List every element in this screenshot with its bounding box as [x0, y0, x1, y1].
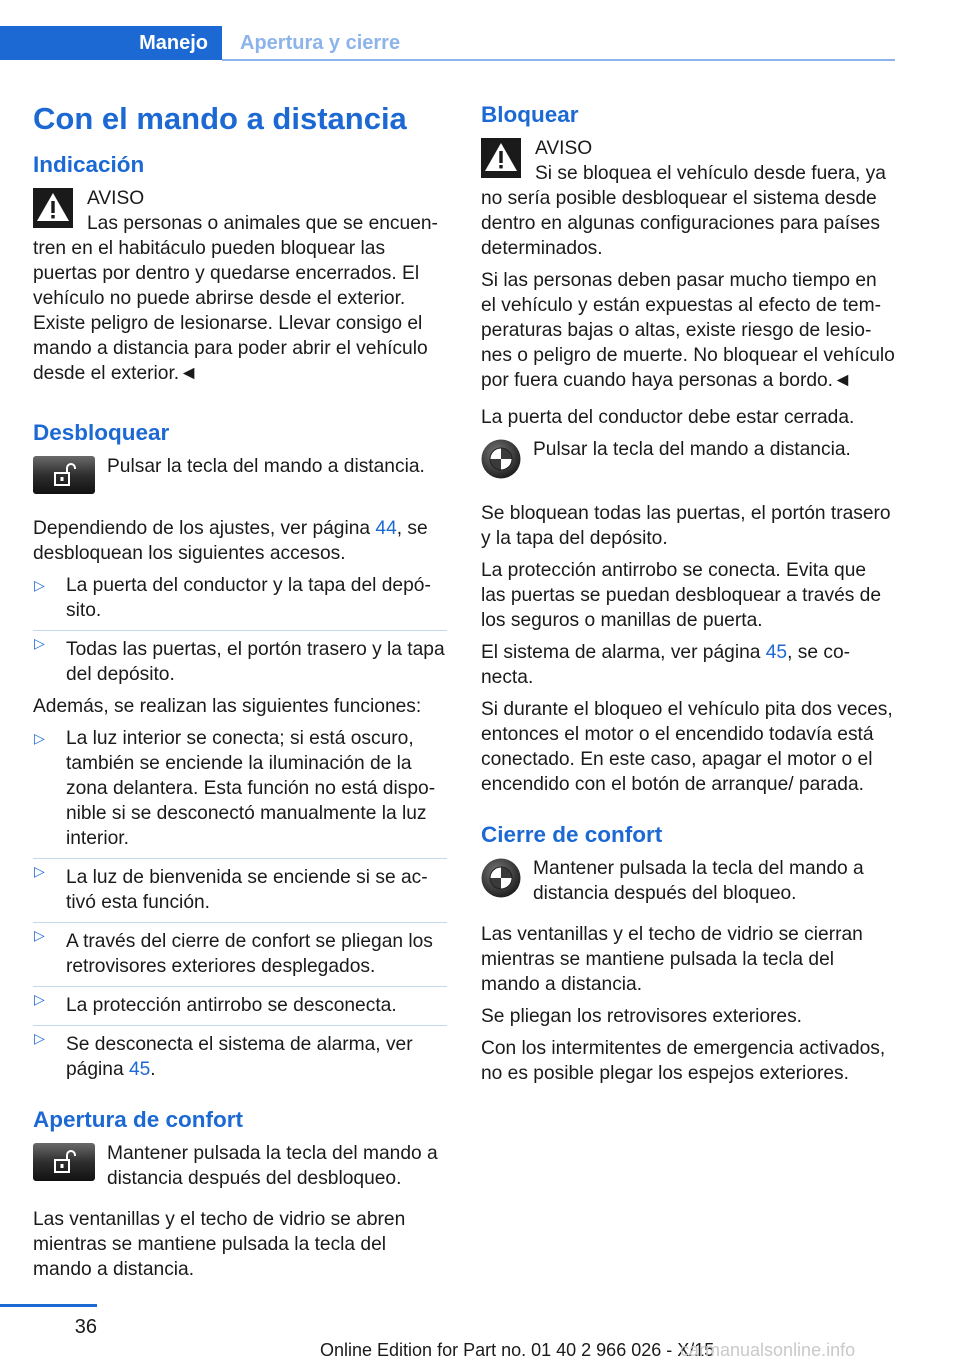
- key-instruction-text: Mantener pulsada la tecla del mando a distancia después del desbloqueo.: [107, 1143, 438, 1189]
- page-header: [0, 0, 896, 64]
- paragraph-text: Dependiendo de los ajustes, ver página: [33, 518, 376, 539]
- list-item-text: La protección antirrobo se desconecta.: [66, 995, 397, 1016]
- paragraph-puerta: La puerta del conductor debe estar cerrada.: [481, 407, 855, 428]
- list-item-text: La puerta del conductor y la tapa del depósito.: [66, 575, 431, 621]
- paragraph-ventanillas: Las ventanillas y el techo de vidrio se abren mientras se mantiene pulsada la tecla del mando a distancia.: [33, 1209, 406, 1280]
- header-divider: [222, 59, 895, 61]
- unlock-key-icon: [33, 1143, 95, 1181]
- paragraph-intermitentes: Con los intermitentes de emergencia activados, no es posible plegar los espejos exteriores.: [481, 1038, 886, 1084]
- list-item-text: Todas las puertas, el portón trasero y la tapa del depósito.: [66, 639, 445, 685]
- paragraph-antirrobo: La protección antirrobo se conecta. Evita que las puertas se puedan desbloquear a través de los seguros o manillas de puerta.: [481, 560, 882, 631]
- key-instruction-text: Pulsar la tecla del mando a distancia.: [107, 456, 425, 477]
- watermark: carmanualsonline.info: [680, 1340, 856, 1360]
- paragraph-text: , se conecta.: [481, 642, 851, 688]
- warning-triangle-icon: [481, 138, 521, 178]
- list-funciones: [33, 726, 447, 1082]
- page-link-44[interactable]: 44: [375, 518, 397, 539]
- heading-desbloquear: Desbloquear: [33, 420, 170, 445]
- paragraph-ajustes: [33, 516, 447, 566]
- edition-text: Online Edition for Part no. 01 40 2 966 026 - X/15: [320, 1340, 715, 1360]
- list-item: [33, 630, 447, 687]
- paragraph-pliegan: Se pliegan los retrovisores exteriores.: [481, 1006, 803, 1027]
- triangle-bullet-icon: ▷: [34, 991, 45, 1007]
- triangle-bullet-icon: ▷: [34, 1030, 45, 1046]
- list-item-text: Se desconecta el sistema de alarma, ver página: [66, 1034, 413, 1080]
- warning-text: Las personas o animales que se encuentren en el habitáculo pueden bloquear las puertas por dentro y quedarse encerrados. El vehículo no puede abrirse desde el exterior. Existe peligro de lesionarse. Llevar consigo el mando a distancia para poder abrir el vehículo desde el exterior.◄: [33, 213, 438, 384]
- list-accesos: [33, 573, 447, 687]
- paragraph-alarma: [481, 640, 895, 690]
- page-number: 36: [74, 1316, 97, 1338]
- warning-label: AVISO: [535, 138, 593, 159]
- header-tab-manejo[interactable]: Manejo: [0, 26, 222, 60]
- key-instruction-text: Pulsar la tecla del mando a distancia.: [533, 439, 851, 460]
- warning-label: AVISO: [87, 188, 145, 209]
- warning-triangle-icon: [33, 188, 73, 228]
- list-item: [33, 726, 447, 851]
- heading-indicacion: Indicación: [33, 152, 145, 177]
- heading-bloquear: Bloquear: [481, 102, 579, 127]
- warning-box-indicacion: [33, 186, 447, 386]
- triangle-bullet-icon: ▷: [34, 730, 45, 746]
- list-item: [33, 573, 447, 623]
- heading-cierre: Cierre de confort: [481, 822, 663, 847]
- page-title: Con el mando a distancia: [33, 101, 407, 136]
- warning-box-bloquear: [481, 136, 895, 261]
- paragraph-bloquean: Se bloquean todas las puertas, el portón trasero y la tapa del depósito.: [481, 503, 891, 549]
- triangle-bullet-icon: ▷: [34, 577, 45, 593]
- paragraph-funciones: Además, se realizan las siguientes funciones:: [33, 696, 422, 717]
- list-item-text: La luz de bienvenida se enciende si se activó esta función.: [66, 867, 428, 913]
- bmw-logo-key-icon: [481, 858, 521, 898]
- footer-divider: [0, 1304, 97, 1307]
- list-item: [33, 986, 447, 1018]
- list-item-text: .: [150, 1059, 156, 1080]
- list-item-text: La luz interior se conecta; si está oscuro, también se enciende la iluminación de la zona delantera. Esta función no está disponible si se desconectó manualmente la luz interior.: [66, 728, 436, 849]
- list-item: [33, 1025, 447, 1082]
- paragraph-text: , se desbloquean los siguientes accesos.: [33, 518, 428, 564]
- unlock-key-icon: [33, 456, 95, 494]
- key-instruction-bloquear: [481, 437, 895, 485]
- paragraph-pita: Si durante el bloqueo el vehículo pita dos veces, entonces el motor o el encendido todavía está conectado. En este caso, apagar el motor o el encendido con el botón de arranque/ parada.: [481, 699, 893, 795]
- list-item: [33, 922, 447, 979]
- key-instruction-text: Mantener pulsada la tecla del mando a distancia después del bloqueo.: [533, 858, 864, 904]
- page-link-45[interactable]: 45: [765, 642, 788, 663]
- paragraph-text: El sistema de alarma, ver página: [481, 642, 766, 663]
- bmw-logo-key-icon: [481, 439, 521, 479]
- key-instruction-apertura: [33, 1141, 447, 1191]
- list-item: [33, 858, 447, 915]
- triangle-bullet-icon: ▷: [34, 863, 45, 879]
- right-column: [481, 100, 895, 1093]
- list-item-text: A través del cierre de confort se pliegan los retrovisores exteriores desplegados.: [66, 931, 433, 977]
- heading-apertura: Apertura de confort: [33, 1107, 244, 1132]
- triangle-bullet-icon: ▷: [34, 635, 45, 651]
- header-tab-apertura[interactable]: Apertura y cierre: [240, 32, 401, 54]
- warning-text: Si se bloquea el vehículo desde fuera, ya no sería posible desbloquear el sistema desde dentro en algunas configuraciones para países determinados.: [481, 163, 886, 259]
- warning-text-2: Si las personas deben pasar mucho tiempo en el vehículo y están expuestas al efecto de temperaturas bajas o altas, existe riesgo de lesiones o peligro de muerte. No bloquear el vehículo por fuera cuando haya personas a bordo.◄: [481, 270, 895, 391]
- triangle-bullet-icon: ▷: [34, 927, 45, 943]
- paragraph-cierran: Las ventanillas y el techo de vidrio se cierran mientras se mantiene pulsada la tecla del mando a distancia.: [481, 924, 863, 995]
- key-instruction-desbloquear: [33, 454, 447, 500]
- left-column: [33, 98, 447, 1289]
- key-instruction-cierre: [481, 856, 895, 906]
- page-link-45[interactable]: 45: [128, 1059, 151, 1080]
